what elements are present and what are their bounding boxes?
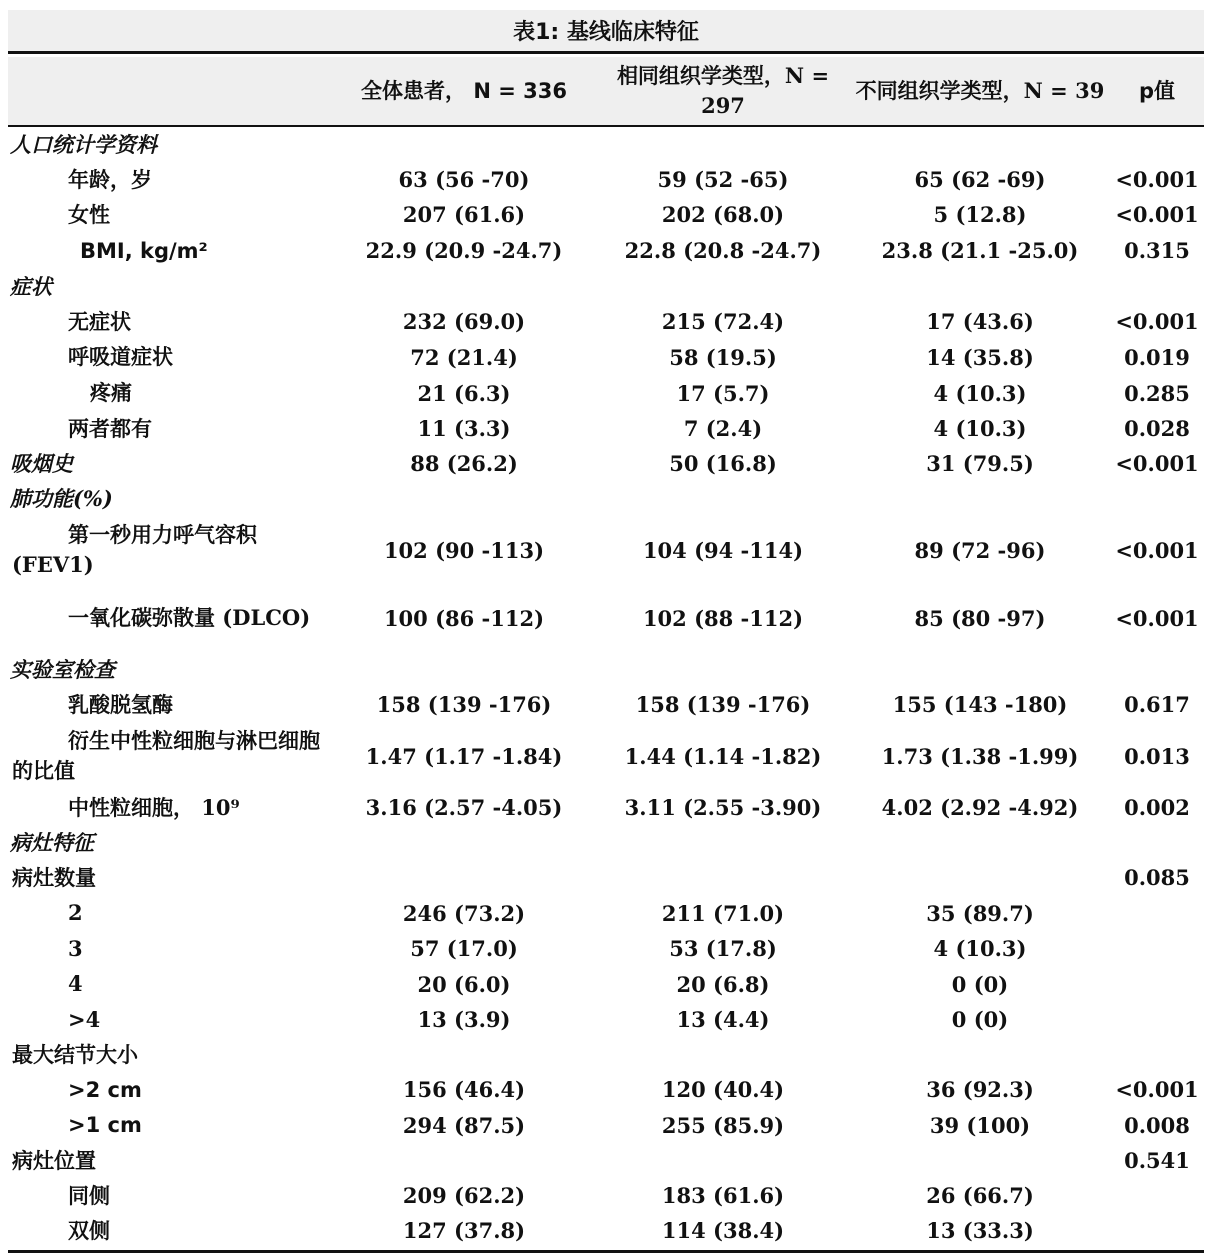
row-label: 4: [68, 971, 83, 996]
row-label: 乳酸脱氢酶: [68, 691, 173, 717]
value-different: 23.8 (21.1 -25.0): [881, 238, 1079, 263]
value-all: 13 (3.9): [417, 1007, 511, 1032]
p-value: 0.019: [1124, 344, 1190, 370]
p-value: [1110, 966, 1204, 1002]
value-all: 72 (21.4): [410, 344, 518, 370]
value-same: 17 (5.7): [676, 380, 770, 406]
row-label: 肺功能(%): [10, 485, 113, 511]
table-row: [8, 931, 1204, 966]
table-row: [8, 652, 1204, 687]
row-label: 疼痛: [90, 380, 132, 405]
table-row: [8, 790, 1204, 825]
row-label: 3: [68, 935, 83, 961]
value-different: 1.73 (1.38 -1.99): [881, 743, 1079, 769]
table-row: [8, 895, 1204, 931]
value-same: 114 (38.4): [661, 1218, 785, 1243]
row-label: >1 cm: [68, 1113, 142, 1137]
table-row: [8, 197, 1204, 232]
value-all: 63 (56 -70): [398, 167, 530, 192]
value-different: [854, 1037, 1106, 1072]
value-different: [854, 825, 1106, 860]
value-same: 7 (2.4): [683, 416, 763, 441]
value-all: [340, 1143, 588, 1178]
value-different: 4.02 (2.92 -4.92): [881, 795, 1079, 820]
row-label: 中性粒细胞， 10⁹: [68, 794, 240, 820]
value-different: 26 (66.7): [926, 1183, 1034, 1208]
value-same: [598, 860, 848, 895]
value-all: [340, 825, 588, 860]
value-different: [854, 1143, 1106, 1178]
value-different: 5 (12.8): [933, 202, 1027, 227]
row-label: 病灶位置: [12, 1147, 96, 1173]
p-value: [1110, 1002, 1204, 1037]
row-label: 病灶特征: [10, 829, 94, 855]
p-value: [1110, 825, 1204, 860]
value-same: [598, 652, 848, 687]
value-same: 20 (6.8): [676, 971, 770, 997]
p-value: <0.001: [1115, 202, 1199, 227]
bottom-rule: [8, 1250, 1204, 1253]
value-different: [854, 860, 1106, 895]
table-row: [8, 1213, 1204, 1248]
value-different: 14 (35.8): [926, 344, 1034, 370]
value-different: 4 (10.3): [933, 936, 1027, 961]
value-all: 156 (46.4): [402, 1077, 526, 1102]
p-value: [1110, 269, 1204, 304]
header-different-histology: 不同组织学类型，N = 39: [855, 78, 1105, 103]
value-same: 215 (72.4): [661, 309, 785, 334]
value-different: 36 (92.3): [926, 1077, 1034, 1102]
p-value: [1110, 1037, 1204, 1072]
row-label: >2 cm: [68, 1077, 142, 1102]
p-value: <0.001: [1115, 537, 1199, 563]
header-p-value: p值: [1138, 79, 1176, 103]
row-label: 症状: [10, 273, 52, 299]
p-value: [1110, 1213, 1204, 1248]
table-row: [8, 411, 1204, 446]
table-row: [8, 722, 1204, 790]
table-row: [8, 481, 1204, 516]
table-row: [8, 127, 1204, 162]
table-header: [8, 57, 1204, 127]
table-row: [8, 966, 1204, 1002]
row-label: 同侧: [68, 1182, 110, 1208]
p-value: 0.285: [1124, 380, 1190, 406]
value-different: 17 (43.6): [926, 309, 1034, 334]
p-value: 0.002: [1124, 795, 1190, 820]
row-label: >4: [68, 1006, 101, 1032]
value-different: 31 (79.5): [926, 451, 1034, 476]
row-label: 呼吸道症状: [68, 344, 173, 369]
row-label: 衍生中性粒细胞与淋巴细胞的比值: [12, 728, 320, 783]
value-different: [854, 481, 1106, 516]
value-same: [598, 127, 848, 162]
value-same: 13 (4.4): [676, 1007, 770, 1032]
value-same: 120 (40.4): [661, 1077, 785, 1102]
p-value: 0.315: [1124, 238, 1190, 263]
table-row: [8, 304, 1204, 339]
table-row: [8, 687, 1204, 722]
value-same: 58 (19.5): [669, 344, 777, 370]
value-all: 20 (6.0): [417, 971, 511, 997]
table-row: [8, 269, 1204, 304]
value-same: 158 (139 -176): [635, 692, 811, 717]
table-caption: 表1: 基线临床特征: [513, 20, 699, 45]
p-value: 0.541: [1124, 1148, 1190, 1173]
p-value: [1110, 481, 1204, 516]
value-different: 39 (100): [929, 1112, 1031, 1138]
header-same-histology: 相同组织学类型，N = 297: [616, 63, 830, 118]
value-same: 59 (52 -65): [657, 167, 789, 192]
table-row: [8, 860, 1204, 895]
table-row: [8, 375, 1204, 411]
table-row: [8, 825, 1204, 860]
value-all: [340, 269, 588, 304]
value-different: [854, 652, 1106, 687]
value-same: 22.8 (20.8 -24.7): [624, 238, 822, 263]
table-row: [8, 1002, 1204, 1037]
header-all-patients: 全体患者， N = 336: [361, 79, 567, 103]
value-same: 1.44 (1.14 -1.82): [624, 743, 822, 769]
value-same: 104 (94 -114): [642, 537, 804, 563]
table-row: [8, 1143, 1204, 1178]
row-label: 2: [68, 900, 83, 925]
value-all: 207 (61.6): [402, 202, 526, 227]
value-all: 232 (69.0): [402, 309, 526, 334]
value-different: 65 (62 -69): [914, 167, 1046, 192]
value-different: [854, 269, 1106, 304]
value-same: 53 (17.8): [669, 936, 777, 961]
value-all: 158 (139 -176): [376, 692, 552, 717]
p-value: <0.001: [1115, 167, 1199, 192]
value-all: 294 (87.5): [402, 1112, 526, 1138]
p-value: 0.028: [1124, 416, 1190, 441]
value-all: [340, 652, 588, 687]
p-value: 0.617: [1124, 692, 1190, 717]
value-different: 0 (0): [951, 971, 1009, 997]
p-value: 0.013: [1124, 743, 1190, 769]
row-label: 病灶数量: [12, 864, 96, 890]
value-same: 202 (68.0): [661, 202, 785, 227]
value-different: 4 (10.3): [933, 380, 1027, 406]
value-all: 11 (3.3): [417, 416, 511, 441]
value-different: 35 (89.7): [926, 900, 1034, 926]
p-value: <0.001: [1115, 309, 1199, 334]
row-label: 双侧: [68, 1217, 110, 1243]
p-value: [1110, 1178, 1204, 1213]
table-row: [8, 584, 1204, 652]
table-row: [8, 446, 1204, 481]
value-different: 0 (0): [951, 1007, 1009, 1032]
value-all: 88 (26.2): [410, 451, 518, 476]
table-row: [8, 516, 1204, 584]
p-value: [1110, 652, 1204, 687]
value-all: 246 (73.2): [402, 900, 526, 926]
value-same: 50 (16.8): [669, 451, 777, 476]
value-all: 22.9 (20.9 -24.7): [365, 238, 563, 263]
row-label: 年龄，岁: [68, 166, 152, 192]
value-same: 255 (85.9): [661, 1112, 785, 1138]
p-value: [1110, 895, 1204, 931]
row-label: 两者都有: [68, 415, 152, 441]
value-different: 13 (33.3): [926, 1218, 1034, 1243]
value-same: 183 (61.6): [661, 1183, 785, 1208]
value-different: [854, 127, 1106, 162]
p-value: [1110, 931, 1204, 966]
table-row: [8, 1037, 1204, 1072]
value-all: 100 (86 -112): [383, 605, 545, 631]
row-label: 一氧化碳弥散量 (DLCO): [68, 605, 311, 630]
value-same: [598, 1037, 848, 1072]
value-all: 3.16 (2.57 -4.05): [365, 795, 563, 820]
table-row: [8, 232, 1204, 269]
value-different: 89 (72 -96): [914, 537, 1046, 563]
table-caption-bar: [8, 10, 1204, 54]
row-label: 第一秒用力呼气容积 (FEV1): [12, 522, 257, 577]
value-all: [340, 1037, 588, 1072]
value-all: 57 (17.0): [410, 936, 518, 961]
value-all: 21 (6.3): [417, 380, 511, 406]
value-all: 1.47 (1.17 -1.84): [365, 743, 563, 769]
value-same: [598, 1143, 848, 1178]
row-label: 女性: [68, 201, 110, 227]
p-value: <0.001: [1115, 1077, 1199, 1102]
row-label: BMI, kg/m²: [80, 238, 208, 263]
p-value: <0.001: [1115, 605, 1199, 631]
value-different: 4 (10.3): [933, 416, 1027, 441]
row-label: 无症状: [68, 308, 131, 334]
row-label: 人口统计学资料: [10, 131, 157, 157]
row-label: 吸烟史: [10, 450, 73, 476]
value-all: [340, 481, 588, 516]
p-value: [1110, 127, 1204, 162]
p-value: <0.001: [1115, 451, 1199, 476]
value-same: [598, 481, 848, 516]
row-label: 最大结节大小: [12, 1041, 138, 1067]
value-all: 209 (62.2): [402, 1183, 526, 1208]
table-row: [8, 1072, 1204, 1107]
table-row: [8, 339, 1204, 375]
value-different: 85 (80 -97): [914, 605, 1046, 631]
table-row: [8, 1178, 1204, 1213]
value-same: [598, 269, 848, 304]
value-different: 155 (143 -180): [892, 692, 1068, 717]
value-all: 127 (37.8): [402, 1218, 526, 1243]
table-row: [8, 162, 1204, 197]
table-row: [8, 1107, 1204, 1143]
row-label: 实验室检查: [10, 656, 115, 682]
value-same: 102 (88 -112): [642, 605, 804, 631]
p-value: 0.085: [1124, 865, 1190, 890]
value-same: 3.11 (2.55 -3.90): [624, 795, 822, 820]
value-same: [598, 825, 848, 860]
value-all: [340, 127, 588, 162]
value-same: 211 (71.0): [661, 900, 785, 926]
value-all: [340, 860, 588, 895]
value-all: 102 (90 -113): [383, 537, 545, 563]
p-value: 0.008: [1124, 1112, 1190, 1138]
